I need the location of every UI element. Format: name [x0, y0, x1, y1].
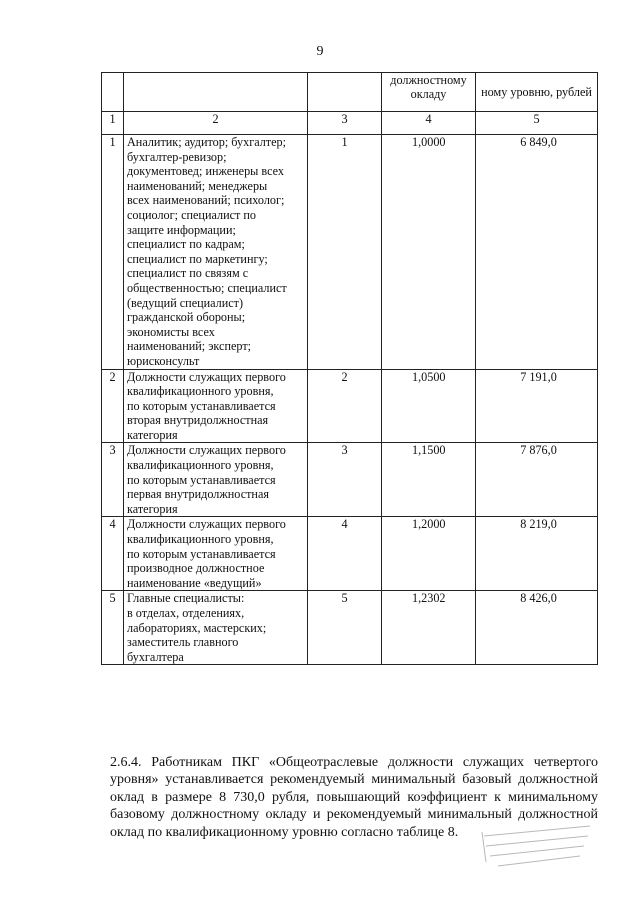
- table-row: [102, 443, 598, 517]
- header-cell-4: должностному окладу: [382, 73, 476, 112]
- header-cell-1: [102, 73, 124, 112]
- description-line: гражданской обороны;: [127, 310, 246, 325]
- salary-value: 8 219,0: [476, 517, 598, 591]
- description-line: Должности служащих первого: [127, 369, 286, 384]
- description-line: производное должностное: [127, 561, 265, 576]
- position-description: [124, 591, 308, 665]
- salary-value: 8 426,0: [476, 591, 598, 665]
- header-cell-5: ному уровню, рублей: [476, 73, 598, 112]
- description-line: вторая внутридолжностная: [127, 413, 269, 428]
- coefficient: 1,2000: [382, 517, 476, 591]
- coefficient: 1,1500: [382, 443, 476, 517]
- row-number: 4: [102, 517, 124, 591]
- column-number-row: [102, 112, 598, 135]
- salary-value: 6 849,0: [476, 135, 598, 370]
- row-number: 1: [102, 135, 124, 370]
- qualification-level: 4: [308, 517, 382, 591]
- description-line: бухгалтер-ревизор;: [127, 149, 227, 164]
- description-line: квалификационного уровня,: [127, 458, 274, 473]
- description-line: заместитель главного: [127, 635, 239, 650]
- table-body: [102, 135, 598, 665]
- position-description: [124, 443, 308, 517]
- row-number: 5: [102, 591, 124, 665]
- description-line: наименований; эксперт;: [127, 339, 252, 354]
- salary-table: [101, 72, 598, 665]
- description-line: специалист по кадрам;: [127, 237, 245, 252]
- description-line: специалист по связям с: [127, 266, 249, 281]
- position-description: [124, 135, 308, 370]
- header-cell-2: [124, 73, 308, 112]
- description-line: Должности служащих первого: [127, 443, 286, 458]
- description-line: всех наименований; психолог;: [127, 193, 285, 208]
- description-line: лабораториях, мастерских;: [127, 620, 267, 635]
- description-line: по которым устанавливается: [127, 398, 276, 413]
- qualification-level: 2: [308, 369, 382, 443]
- salary-value: 7 191,0: [476, 369, 598, 443]
- description-line: общественностью; специалист: [127, 280, 287, 295]
- description-line: юрисконсульт: [127, 353, 200, 368]
- column-number: 2: [124, 112, 308, 135]
- description-line: Аналитик; аудитор; бухгалтер;: [127, 135, 287, 149]
- table-header-row: [102, 73, 598, 112]
- page-number: 9: [316, 44, 324, 59]
- table-row: [102, 517, 598, 591]
- description-line: наименование «ведущий»: [127, 575, 262, 590]
- position-description: [124, 517, 308, 591]
- description-line: экономисты всех: [127, 324, 215, 339]
- description-line: в отделах, отделениях,: [127, 606, 245, 620]
- description-line: защите информации;: [127, 222, 236, 237]
- coefficient: 1,2302: [382, 591, 476, 665]
- row-number: 3: [102, 443, 124, 517]
- description-line: квалификационного уровня,: [127, 532, 274, 547]
- qualification-level: 5: [308, 591, 382, 665]
- faded-stamp-mark: [480, 822, 595, 870]
- column-number: 4: [382, 112, 476, 135]
- qualification-level: 3: [308, 443, 382, 517]
- description-line: документовед; инженеры всех: [127, 164, 285, 179]
- table-row: [102, 135, 598, 370]
- description-line: наименований; менеджеры: [127, 178, 268, 193]
- header-cell-3: [308, 73, 382, 112]
- description-line: категория: [127, 501, 178, 516]
- description-line: социолог; специалист по: [127, 207, 256, 222]
- description-line: Главные специалисты:: [127, 591, 245, 606]
- row-number: 2: [102, 369, 124, 443]
- description-line: категория: [127, 427, 178, 442]
- description-line: по которым устанавливается: [127, 472, 276, 487]
- column-number: 5: [476, 112, 598, 135]
- paragraph-2-6-4: 2.6.4. Работникам ПКГ «Общеотраслевые должности служащих четвертого уровня» устанавливается рекомендуемый минимальный базовый должностной оклад в размере 8 730,0 рубля, повышающий коэффициент к минимальному базовому должностному окладу и рекомендуемый минимальный должностной оклад по квалификационному уровню согласно таблице 8.: [110, 755, 598, 840]
- qualification-level: 1: [308, 135, 382, 370]
- column-number: 1: [102, 112, 124, 135]
- description-line: Должности служащих первого: [127, 517, 286, 532]
- salary-value: 7 876,0: [476, 443, 598, 517]
- table-row: [102, 591, 598, 665]
- description-line: по которым устанавливается: [127, 546, 276, 561]
- coefficient: 1,0000: [382, 135, 476, 370]
- description-line: первая внутридолжностная: [127, 487, 269, 502]
- description-line: квалификационного уровня,: [127, 384, 274, 399]
- coefficient: 1,0500: [382, 369, 476, 443]
- description-line: (ведущий специалист): [127, 295, 244, 310]
- position-description: [124, 369, 308, 443]
- table-row: [102, 369, 598, 443]
- description-line: бухгалтера: [127, 649, 184, 664]
- description-line: специалист по маркетингу;: [127, 251, 268, 266]
- column-number: 3: [308, 112, 382, 135]
